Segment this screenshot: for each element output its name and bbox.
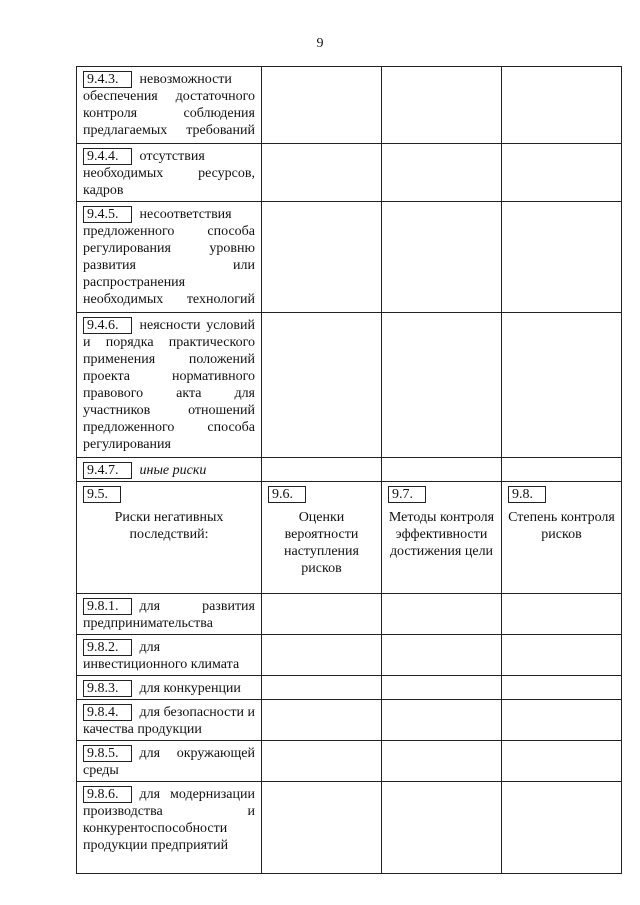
- header-cell-methods: [382, 482, 502, 594]
- empty-cell[interactable]: [382, 782, 502, 874]
- row-label-cell: [77, 67, 262, 144]
- table-row: [77, 594, 622, 635]
- row-label-cell: [77, 741, 262, 782]
- empty-cell[interactable]: [502, 741, 622, 782]
- empty-cell[interactable]: [262, 782, 382, 874]
- empty-cell[interactable]: [382, 202, 502, 313]
- empty-cell[interactable]: [502, 144, 622, 202]
- empty-cell[interactable]: [502, 676, 622, 700]
- header-cell-risks: [77, 482, 262, 594]
- empty-cell[interactable]: [382, 635, 502, 676]
- item-text: для конкуренции: [139, 681, 241, 696]
- item-text: невозможности обеспечения достаточного контроля соблюдения предлагаемых требований: [83, 72, 255, 138]
- page-number: 9: [316, 36, 324, 51]
- item-code: 9.6.: [268, 486, 306, 503]
- empty-cell[interactable]: [262, 458, 382, 482]
- item-text: несоответствия предложенного способа регулирования уровню развития или распространения необходимых технологий: [83, 207, 255, 307]
- empty-cell[interactable]: [382, 67, 502, 144]
- empty-cell[interactable]: [262, 594, 382, 635]
- item-text: отсутствия необходимых ресурсов, кадров: [83, 149, 255, 198]
- row-label-cell: [77, 700, 262, 741]
- empty-cell[interactable]: [262, 700, 382, 741]
- empty-cell[interactable]: [262, 313, 382, 458]
- item-text: иные риски: [139, 463, 207, 478]
- row-label-cell: [77, 594, 262, 635]
- item-text: для инвестиционного климата: [83, 640, 240, 672]
- empty-cell[interactable]: [502, 782, 622, 874]
- header-text: Оценки вероятности наступления рисков: [284, 510, 359, 576]
- item-code: 9.8.3.: [83, 680, 132, 697]
- item-code: 9.4.3.: [83, 71, 132, 88]
- empty-cell[interactable]: [262, 144, 382, 202]
- empty-cell[interactable]: [502, 202, 622, 313]
- item-code: 9.8.6.: [83, 786, 132, 803]
- row-label-cell: [77, 458, 262, 482]
- risk-table: [76, 66, 622, 874]
- item-code: 9.8.4.: [83, 704, 132, 721]
- table-row: [77, 313, 622, 458]
- table-row: [77, 741, 622, 782]
- item-code: 9.7.: [388, 486, 426, 503]
- item-code: 9.8.2.: [83, 639, 132, 656]
- item-text: для безопасности и качества продукции: [83, 705, 255, 737]
- item-text: неясности условий и порядка практического применения положений проекта нормативного правового акта для участников отношений предложенного способа регулирования: [83, 318, 255, 452]
- empty-cell[interactable]: [502, 700, 622, 741]
- empty-cell[interactable]: [262, 676, 382, 700]
- row-label-cell: [77, 782, 262, 874]
- row-label-cell: [77, 676, 262, 700]
- table-row: [77, 67, 622, 144]
- item-code: 9.8.: [508, 486, 546, 503]
- row-label-cell: [77, 635, 262, 676]
- table-row: [77, 676, 622, 700]
- item-code: 9.4.7.: [83, 462, 132, 479]
- header-row: [77, 482, 622, 594]
- empty-cell[interactable]: [262, 202, 382, 313]
- empty-cell[interactable]: [382, 144, 502, 202]
- header-cell-probability: [262, 482, 382, 594]
- empty-cell[interactable]: [382, 741, 502, 782]
- empty-cell[interactable]: [502, 458, 622, 482]
- empty-cell[interactable]: [382, 458, 502, 482]
- table-row: [77, 458, 622, 482]
- empty-cell[interactable]: [502, 635, 622, 676]
- header-cell-control-degree: [502, 482, 622, 594]
- item-code: 9.4.5.: [83, 206, 132, 223]
- row-label-cell: [77, 202, 262, 313]
- item-text: для развития предпринимательства: [83, 599, 255, 631]
- empty-cell[interactable]: [382, 594, 502, 635]
- row-label-cell: [77, 313, 262, 458]
- item-text: для модернизации производства и конкурентоспособности продукции предприятий: [83, 787, 255, 853]
- table-row: [77, 782, 622, 874]
- item-code: 9.4.6.: [83, 317, 132, 334]
- header-text: Методы контроля эффективности достижения цели: [388, 510, 495, 559]
- table-row: [77, 202, 622, 313]
- empty-cell[interactable]: [262, 67, 382, 144]
- table-row: [77, 700, 622, 741]
- empty-cell[interactable]: [382, 700, 502, 741]
- item-code: 9.8.1.: [83, 598, 132, 615]
- header-text: Риски негативных последствий:: [114, 510, 224, 542]
- header-text: Степень контроля рисков: [508, 510, 615, 542]
- item-code: 9.5.: [83, 486, 121, 503]
- row-label-cell: [77, 144, 262, 202]
- empty-cell[interactable]: [382, 676, 502, 700]
- empty-cell[interactable]: [262, 635, 382, 676]
- item-text: для окружающей среды: [83, 746, 255, 778]
- table-row: [77, 144, 622, 202]
- empty-cell[interactable]: [502, 67, 622, 144]
- item-code: 9.4.4.: [83, 148, 132, 165]
- table-row: [77, 635, 622, 676]
- empty-cell[interactable]: [502, 313, 622, 458]
- empty-cell[interactable]: [262, 741, 382, 782]
- item-code: 9.8.5.: [83, 745, 132, 762]
- empty-cell[interactable]: [382, 313, 502, 458]
- empty-cell[interactable]: [502, 594, 622, 635]
